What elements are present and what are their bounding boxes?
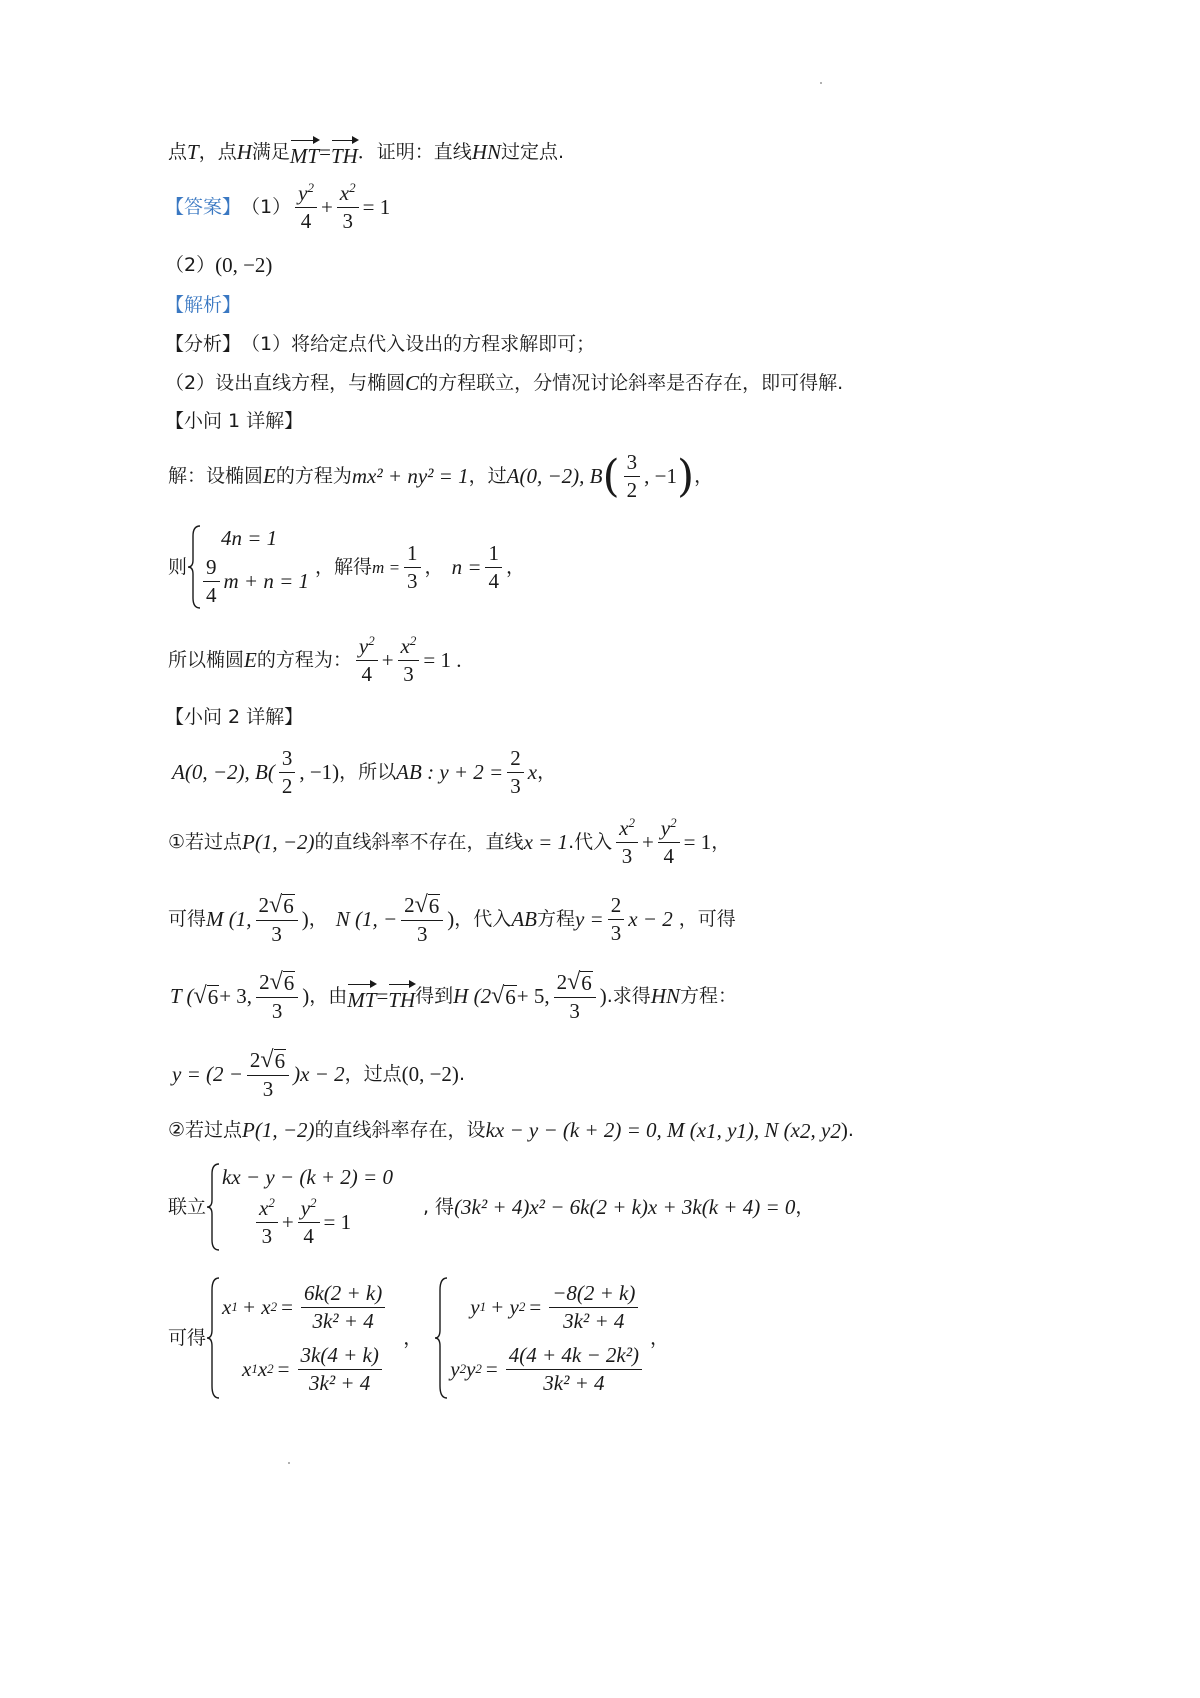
fraction: $\frac{y^2}{4}$ [658, 818, 680, 867]
vector-th: TH [331, 138, 358, 167]
fraction: 2 √ 6 3 [401, 893, 443, 945]
case-1-points-mn: 可得 M (1, 2 √ 6 3 ) ， N (1, − 2 √ 6 3 ) ，代入 AB 方程 y = $\frac{2}{3}$ x − 2 ，可得 [168, 892, 736, 946]
scan-speck [820, 82, 822, 84]
vector-th: TH [388, 982, 415, 1011]
fraction: $\frac{x^2}{3}$ [337, 183, 359, 232]
fraction: $\frac{2}{3}$ [608, 895, 625, 944]
q2-line-ab: A(0, −2), B( $\frac{3}{2}$ , −1) ，所以 AB : y + 2 = $\frac{2}{3}$ x ， [172, 746, 557, 798]
fraction: 2 √ 6 3 [256, 893, 298, 945]
fenxi-line-2: （2）设出直线方程，与椭圆 C 的方程联立，分情况讨论斜率是否存在，即可得解. [165, 371, 844, 395]
sub-question-2-title: 【小问 2 详解】 [165, 706, 304, 728]
case-2-line: ②若过点 P(1, −2) 的直线斜率存在，设 kx − y − (k + 2) = 0, M (x 1 , y 1 ), N (x 2 , y 2 ) . [168, 1118, 854, 1143]
case-1-hn-equation: y = (2 − 2 √ 6 3 )x − 2 ，过点 (0, −2) . [172, 1047, 465, 1101]
answer-label: 【答案】 [165, 196, 242, 218]
analysis-heading: 【解析】 [165, 294, 242, 316]
brace-system: 4n = 1 $\frac{9}{4}$ m + n = 1 [187, 524, 309, 610]
fraction: 2 √ 6 3 [554, 970, 596, 1022]
brace-system: kx − y − (k + 2) = 0 $\frac{x^2}{3}$ + $\frac{y^2}{4}$ = 1 [206, 1162, 393, 1252]
case-1-line: ①若过点 P(1, −2) 的直线斜率不存在，直线 x = 1 .代入 $\frac{x^2}{3}$ + $\frac{y^2}{4}$ = 1 ， [168, 815, 731, 868]
brace-system-x: x 1 + x 2 = $\frac{6k(2 + k)}{\text{3k² + 4}}$ x 1 x 2 = $\frac{3k(4 + k)}{\text{3k² + 4}}$ [206, 1276, 389, 1400]
vector-mt: MT [290, 138, 319, 167]
q1-setup-line: 解：设椭圆 E 的方程为 mx² + ny² = 1 ，过 A(0, −2), B ( $\frac{3}{2}$ , −1 ) ， [168, 450, 714, 502]
brace-system-y: y 1 + y 2 = $\frac{-8(2 + k)}{\text{3k² + 4}}$ y 2 y 2 = $\frac{\text{4(4 + 4k − 2k²)}}{\text{3k² + 4}}$ [434, 1276, 646, 1400]
sub-question-1-title: 【小问 1 详解】 [165, 410, 304, 432]
vector-mt: MT [347, 982, 376, 1011]
fraction: $\frac{3}{2}$ [279, 748, 296, 797]
fraction: $\frac{y^2}{4}$ [356, 636, 378, 685]
q1-result-line: 所以椭圆 E 的方程为： $\frac{y^2}{4}$ + $\frac{x^2}{3}$ = 1 . [168, 633, 462, 686]
answer-line-1: 【答案】 （1） $\frac{y^2}{4}$ + $\frac{x^2}{3}$ = 1 [165, 180, 391, 233]
fraction: $\frac{3}{2}$ [624, 452, 641, 501]
fraction: $\frac{2}{3}$ [507, 748, 524, 797]
fenxi-line-1: 【分析】 （1）将给定点代入设出的方程求解即可； [165, 333, 596, 355]
problem-tail-line: 点 T ，点 H 满足 MT = TH ．证明：直线 HN 过定点. [168, 140, 565, 168]
fraction: $\frac{1}{3}$ [404, 543, 421, 592]
case-1-points-th: T ( √ 6 + 3, 2 √ 6 3 ) ，由 MT = TH 得到 H (2 √ 6 + 5, 2 √ 6 3 ) .求得 HN 方程： [170, 969, 738, 1023]
fraction: 2 √ 6 3 [256, 970, 298, 1022]
vieta-systems: 可得 x 1 + x 2 = $\frac{6k(2 + k)}{\text{3k² + 4}}$ x 1 x 2 = $\frac{3k(4 + k)}{\text{3k² + 4}}$ ， y 1 + y 2 = $\frac{-8(2 + k)}{\text{3k² + 4}}$ y 2 y 2 = $\frac{\text{4(4 + 4k − 2k²)}}{\text{3k² + 4}}$ ， [168, 1276, 669, 1400]
fraction: $\frac{y^2}{4}$ [295, 183, 317, 232]
fraction: $\frac{1}{4}$ [485, 543, 502, 592]
fraction: $\frac{x^2}{3}$ [616, 818, 638, 867]
fraction: $\frac{x^2}{3}$ [398, 636, 420, 685]
scan-speck [288, 1462, 290, 1464]
simultaneous-system: 联立 kx − y − (k + 2) = 0 $\frac{x^2}{3}$ + $\frac{y^2}{4}$ = 1 , 得 (3k² + 4)x² − 6k(2 + k)x + 3k(k + 4) = 0 ， [168, 1162, 814, 1252]
answer-line-2: （2） (0, −2) [165, 253, 273, 277]
q1-equation-system: 则 4n = 1 $\frac{9}{4}$ m + n = 1 ，解得 m = $\frac{1}{3}$ ， n = $\frac{1}{4}$ ， [168, 524, 525, 610]
fraction: 2 √ 6 3 [247, 1048, 289, 1100]
